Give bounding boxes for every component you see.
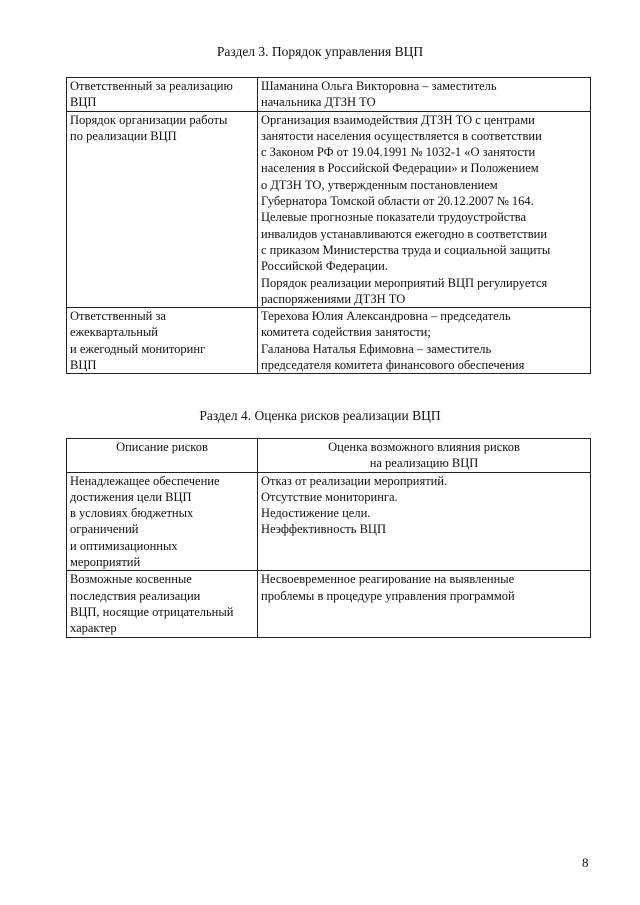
value-line: с приказом Министерства труда и социальной защиты: [261, 242, 551, 257]
label-line: Ответственный за: [70, 309, 166, 324]
value-line: проблемы в процедуре управления программой: [261, 588, 515, 603]
value-line: о ДТЗН ТО, утвержденным постановлением: [261, 177, 498, 192]
table-row: [67, 571, 591, 637]
label-line: ВЦП: [70, 95, 97, 110]
table-row: [67, 111, 591, 308]
row-label: [67, 78, 258, 112]
row-value: [258, 571, 591, 637]
row-value: [258, 308, 591, 374]
label-line: ВЦП: [70, 358, 97, 373]
label-line: по реализации ВЦП: [70, 128, 177, 143]
page-number: 8: [582, 855, 589, 870]
row-label: [67, 472, 258, 571]
table-row: [67, 472, 591, 571]
label-line: достижения цели ВЦП: [70, 489, 192, 504]
value-line: начальника ДТЗН ТО: [261, 95, 376, 110]
header-impact-assessment: [258, 439, 591, 473]
table-header-row: [67, 439, 591, 473]
row-label: [67, 571, 258, 637]
label-line: характер: [70, 621, 117, 636]
value-line: Отказ от реализации мероприятий.: [261, 473, 448, 488]
value-line: председателя комитета финансового обеспечения: [261, 358, 525, 373]
label-line: ограничений: [70, 522, 139, 537]
value-line: населения в Российской Федерации» и Положением: [261, 161, 539, 176]
row-value: [258, 78, 591, 112]
label-line: и оптимизационных: [70, 538, 178, 553]
value-line: Отсутствие мониторинга.: [261, 489, 398, 504]
section-3-title: Раздел 3. Порядок управления ВЦП: [216, 44, 424, 59]
value-line: Порядок реализации мероприятий ВЦП регулируется: [261, 275, 548, 290]
header-risk-description: [67, 439, 258, 473]
value-line: Организация взаимодействия ДТЗН ТО с центрами: [261, 112, 535, 127]
value-line: Несвоевременное реагирование на выявленные: [261, 572, 515, 587]
row-label: [67, 111, 258, 308]
value-line: Целевые прогнозные показатели трудоустройства: [261, 210, 527, 225]
label-line: ежеквартальный: [70, 325, 159, 340]
value-line: Шаманина Ольга Викторовна – заместитель: [261, 79, 497, 93]
label-line: мероприятий: [70, 555, 141, 570]
value-line: Галанова Наталья Ефимовна – заместитель: [261, 341, 492, 356]
header-line: на реализацию ВЦП: [369, 456, 479, 471]
value-line: с Законом РФ от 19.04.1991 № 1032-1 «О занятости: [261, 145, 536, 160]
value-line: инвалидов устанавливаются ежегодно в соответствии: [261, 226, 548, 241]
risk-table: [66, 438, 591, 638]
header-line: Описание рисков: [116, 440, 208, 454]
value-line: Терехова Юлия Александровна – председатель: [261, 309, 511, 324]
value-line: Российской Федерации.: [261, 259, 388, 274]
value-line: распоряжениями ДТЗН ТО: [261, 291, 406, 306]
value-line: Губернатора Томской области от 20.12.2007 № 164.: [261, 194, 534, 209]
value-line: комитета содействия занятости;: [261, 325, 431, 340]
management-table: [66, 77, 591, 374]
value-line: занятости населения осуществляется в соответствии: [261, 128, 542, 143]
row-value: [258, 111, 591, 308]
label-line: последствия реализации: [70, 588, 201, 603]
label-line: Возможные косвенные: [70, 572, 192, 587]
value-line: Неэффективность ВЦП: [261, 522, 386, 537]
label-line: и ежегодный мониторинг: [70, 341, 206, 356]
label-line: Ответственный за реализацию: [70, 79, 233, 93]
label-line: Порядок организации работы: [70, 112, 228, 127]
table-row: [67, 308, 591, 374]
row-label: [67, 308, 258, 374]
label-line: Ненадлежащее обеспечение: [70, 473, 220, 488]
row-value: [258, 472, 591, 571]
label-line: ВЦП, носящие отрицательный: [70, 604, 234, 619]
header-line: Оценка возможного влияния рисков: [328, 440, 520, 454]
table-row: [67, 78, 591, 112]
value-line: Недостижение цели.: [261, 506, 371, 521]
section-4-title: Раздел 4. Оценка рисков реализации ВЦП: [199, 408, 441, 423]
label-line: в условиях бюджетных: [70, 506, 194, 521]
